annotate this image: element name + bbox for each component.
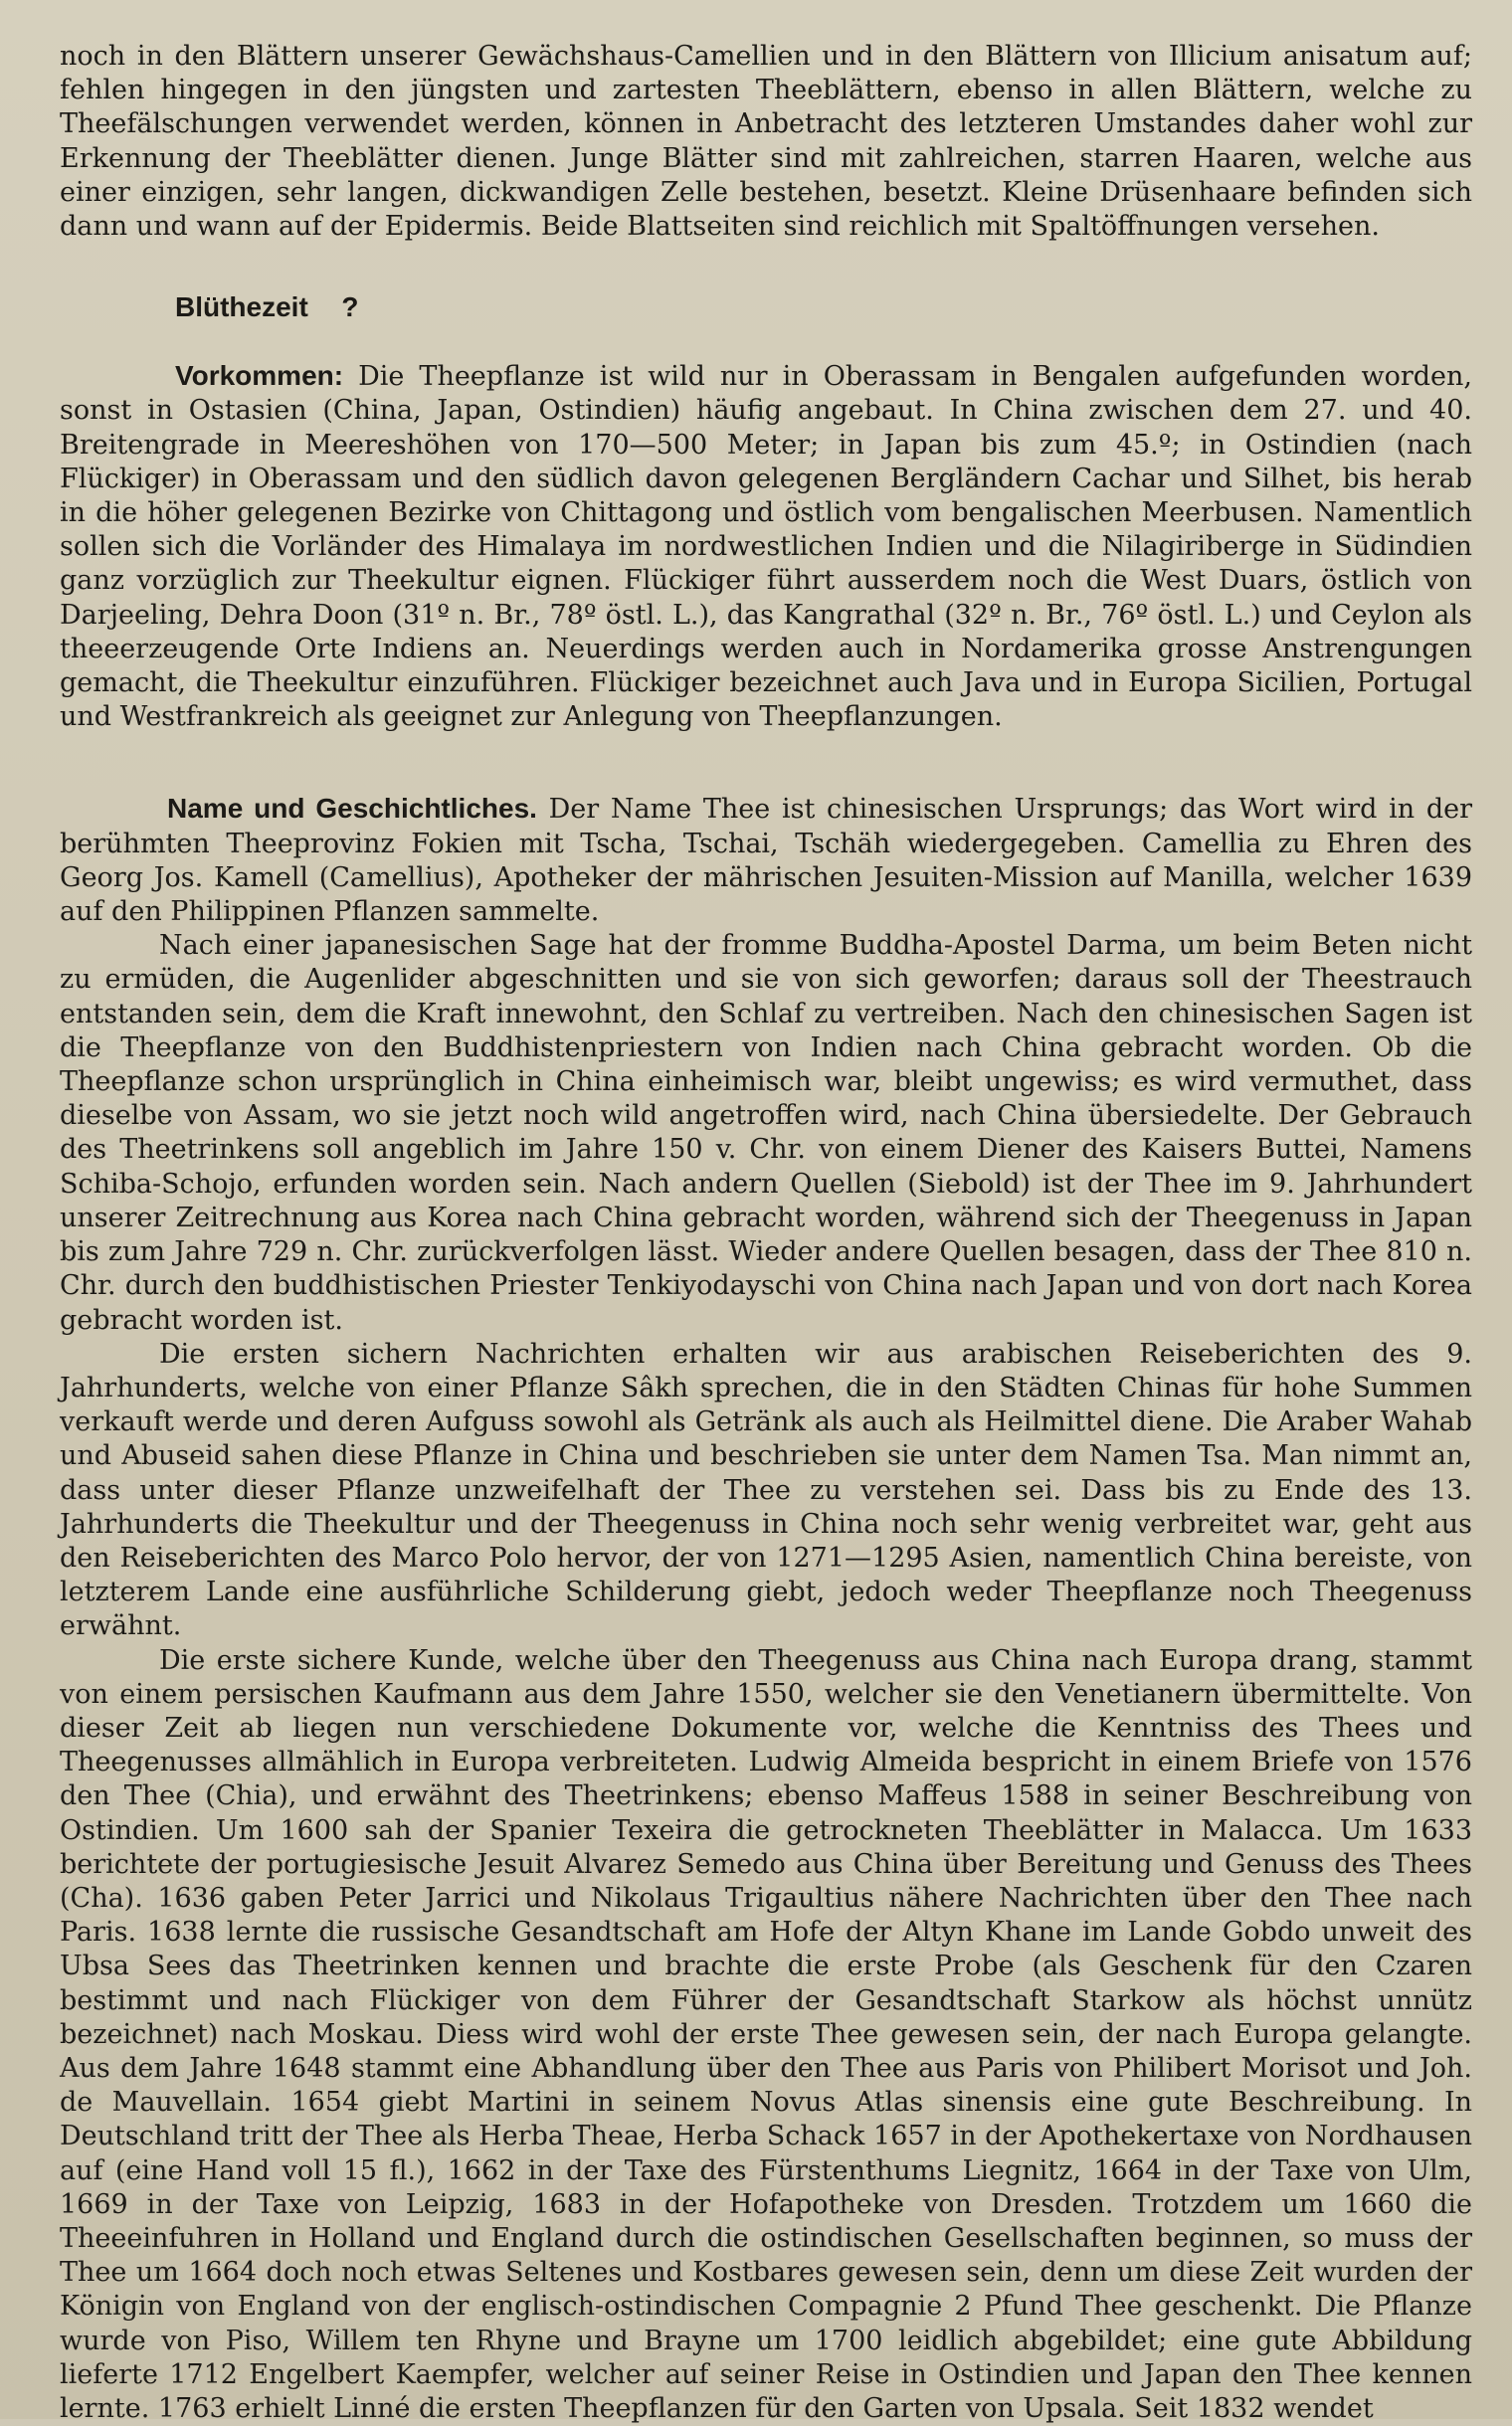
paragraph-sage: Nach einer japanesischen Sage hat der fromme Buddha-Apostel Darma, um beim Beten nicht zu ermüden, die Augenlider abgeschnitten und sie von sich geworfen; daraus soll der Theestrauch entstanden sein, dem die Kraft innewohnt, den Schlaf zu vertreiben. Nach den chinesischen Sagen ist die Theepflanze von den Buddhistenpriestern von Indien nach China gebracht worden. Ob die Theepflanze schon ursprünglich in China einheimisch war, bleibt ungewiss; es wird vermuthet, dass dieselbe von Assam, wo sie jetzt noch wild angetroffen wird, nach China übersiedelte. Der Gebrauch des Theetrinkens soll angeblich im Jahre 150 v. Chr. von einem Diener des Kaisers Buttei, Namens Schiba-Schojo, erfunden worden sein. Nach andern Quellen (Siebold) ist der Thee im 9. Jahrhundert unserer Zeitrechnung aus Korea nach China gebracht worden, während sich der Theegenuss in Japan bis zum Jahre 729 n. Chr. zurückverfolgen lässt. Wieder andere Quellen besagen, dass der Thee 810 n. Chr. durch den buddhistischen Priester Tenkiyodayschi von China nach Japan und von dort nach Korea gebracht worden ist. [60,930,1472,1336]
paragraph-kunde: Die erste sichere Kunde, welche über den Theegenuss aus China nach Europa drang, stammt von einem persischen Kaufmann aus dem Jahre 1550, welcher sie den Venetianern übermittelte. Von dieser Zeit ab liegen nun verschiedene Dokumente vor, welche die Kenntniss des Thees und Theegenusses allmählich in Europa verbreiteten. Ludwig Almeida bespricht in einem Briefe von 1576 den Thee (Chia), und erwähnt des Theetrinkens; ebenso Maffeus 1588 in seiner Beschreibung von Ostindien. Um 1600 sah der Spanier Texeira die getrockneten Theeblätter in Malacca. Um 1633 berichtete der portugiesische Jesuit Alvarez Semedo aus China über Bereitung und Genuss des Thees (Cha). 1636 gaben Peter Jarrici und Nikolaus Trigaultius nähere Nachrichten über den Thee nach Paris. 1638 lernte die russische Gesandtschaft am Hofe der Altyn Khane im Lande Gobdo unweit des Ubsa Sees das Theetrinken kennen und brachte die erste Probe (als Geschenk für den Czaren bestimmt und nach Flückiger von dem Führer der Gesandtschaft Starkow als höchst unnütz bezeichnet) nach Moskau. Diess wird wohl der erste Thee gewesen sein, der nach Europa gelangte. Aus dem Jahre 1648 stammt eine Abhandlung über den Thee aus Paris von Philibert Morisot und Joh. de Mauvellain. 1654 giebt Martini in seinem Novus Atlas sinensis eine gute Beschreibung. In Deutschland tritt der Thee als Herba Theae, Herba Schack 1657 in der Apothekertaxe von Nordhausen auf (eine Hand voll 15 fl.), 1662 in der Taxe des Fürstenthums Liegnitz, 1664 in der Taxe von Ulm, 1669 in der Taxe von Leipzig, 1683 in der Hofapotheke von Dresden. Trotzdem um 1660 die Theeeinfuhren in Holland und England durch die ostindischen Gesellschaften beginnen, so muss der Thee um 1664 doch noch etwas Seltenes und Kostbares gewesen sein, denn um diese Zeit wurden der Königin von England von der englisch-ostindischen Compagnie 2 Pfund Thee geschenkt. Die Pflanze wurde von Piso, Willem ten Rhyne und Brayne um 1700 leidlich abgebildet; eine gute Abbildung lieferte 1712 Engelbert Kaempfer, welcher auf seiner Reise in Ostindien und Japan den Thee kennen lernte. 1763 erhielt Linné die ersten Theepflanzen für den Garten von Upsala. Seit 1832 wendet [60,1644,1472,2424]
bluethezeit-line [175,291,1472,323]
paragraph-name-geschichte [60,792,1472,929]
paragraph-vorkommen [60,359,1472,734]
name-geschichte-heading: Name und Geschichtliches. [167,793,537,825]
name-geschichte-text: Der Name Thee ist chinesischen Ursprungs; das Wort wird in der berühmten Theeprovinz Fokien mit Tscha, Tschai, Tschäh wiedergegeben. Camellia zu Ehren des Georg Jos. Kamell (Camellius), Apotheker der mährischen Jesuiten-Mission auf Manilla, welcher 1639 auf den Philippinen Pflanzen sammelte. [60,794,1472,928]
vorkommen-heading: Vorkommen: [175,360,344,392]
vorkommen-text: Die Theepflanze ist wild nur in Oberassam in Bengalen aufgefunden worden, sonst in Ostasien (China, Japan, Ostindien) häufig angebaut. In China zwischen dem 27. und 40. Breitengrade in Meereshöhen von 170—500 Meter; in Japan bis zum 45.º; in Ostindien (nach Flückiger) in Oberassam und den südlich davon gelegenen Bergländern Cachar und Silhet, bis herab in die höher gelegenen Bezirke von Chittagong und östlich vom bengalischen Meerbusen. Namentlich sollen sich die Vorländer des Himalaya im nordwestlichen Indien und die Nilagiriberge in Südindien ganz vorzüglich zur Theekultur eignen. Flückiger führt ausserdem noch die West Duars, östlich von Darjeeling, Dehra Doon (31º n. Br., 78º östl. L.), das Kangrathal (32º n. Br., 76º östl. L.) und Ceylon als theeerzeugende Orte Indiens an. Neuerdings werden auch in Nordamerika grosse Anstrengungen gemacht, die Theekultur einzuführen. Flückiger bezeichnet auch Java und in Europa Sicilien, Portugal und Westfrankreich als geeignet zur Anlegung von Theepflanzungen. [60,361,1472,733]
bluethezeit-value: ? [341,291,359,323]
paragraph-leaf-description: noch in den Blättern unserer Gewächshaus-Camellien und in den Blättern von Illicium anisatum auf; fehlen hingegen in den jüngsten und zartesten Theeblättern, ebenso in allen Blättern, welche zu Theefälschungen verwendet werden, können in Anbetracht des letzteren Umstandes daher wohl zur Erkennung der Theeblätter dienen. Junge Blätter sind mit zahlreichen, starren Haaren, welche aus einer einzigen, sehr langen, dickwandigen Zelle bestehen, besetzt. Kleine Drüsenhaare befinden sich dann und wann auf der Epidermis. Beide Blattseiten sind reichlich mit Spaltöffnungen versehen. [60,41,1472,243]
paragraph-nachrichten: Die ersten sichern Nachrichten erhalten wir aus arabischen Reiseberichten des 9. Jahrhunderts, welche von einer Pflanze Sâkh sprechen, die in den Städten Chinas für hohe Summen verkauft werde und deren Aufguss sowohl als Getränk als auch als Heilmittel diene. Die Araber Wahab und Abuseid sahen diese Pflanze in China und beschrieben sie unter dem Namen Tsa. Man nimmt an, dass unter dieser Pflanze unzweifelhaft der Thee zu verstehen sei. Dass bis zu Ende des 13. Jahrhunderts die Theekultur und der Theegenuss in China noch sehr wenig verbreitet war, geht aus den Reiseberichten des Marco Polo hervor, der von 1271—1295 Asien, namentlich China bereiste, von letzterem Lande eine ausführliche Schilderung giebt, jedoch weder Theepflanze noch Theegenuss erwähnt. [60,1338,1472,1642]
bluethezeit-label: Blüthezeit [175,291,308,323]
